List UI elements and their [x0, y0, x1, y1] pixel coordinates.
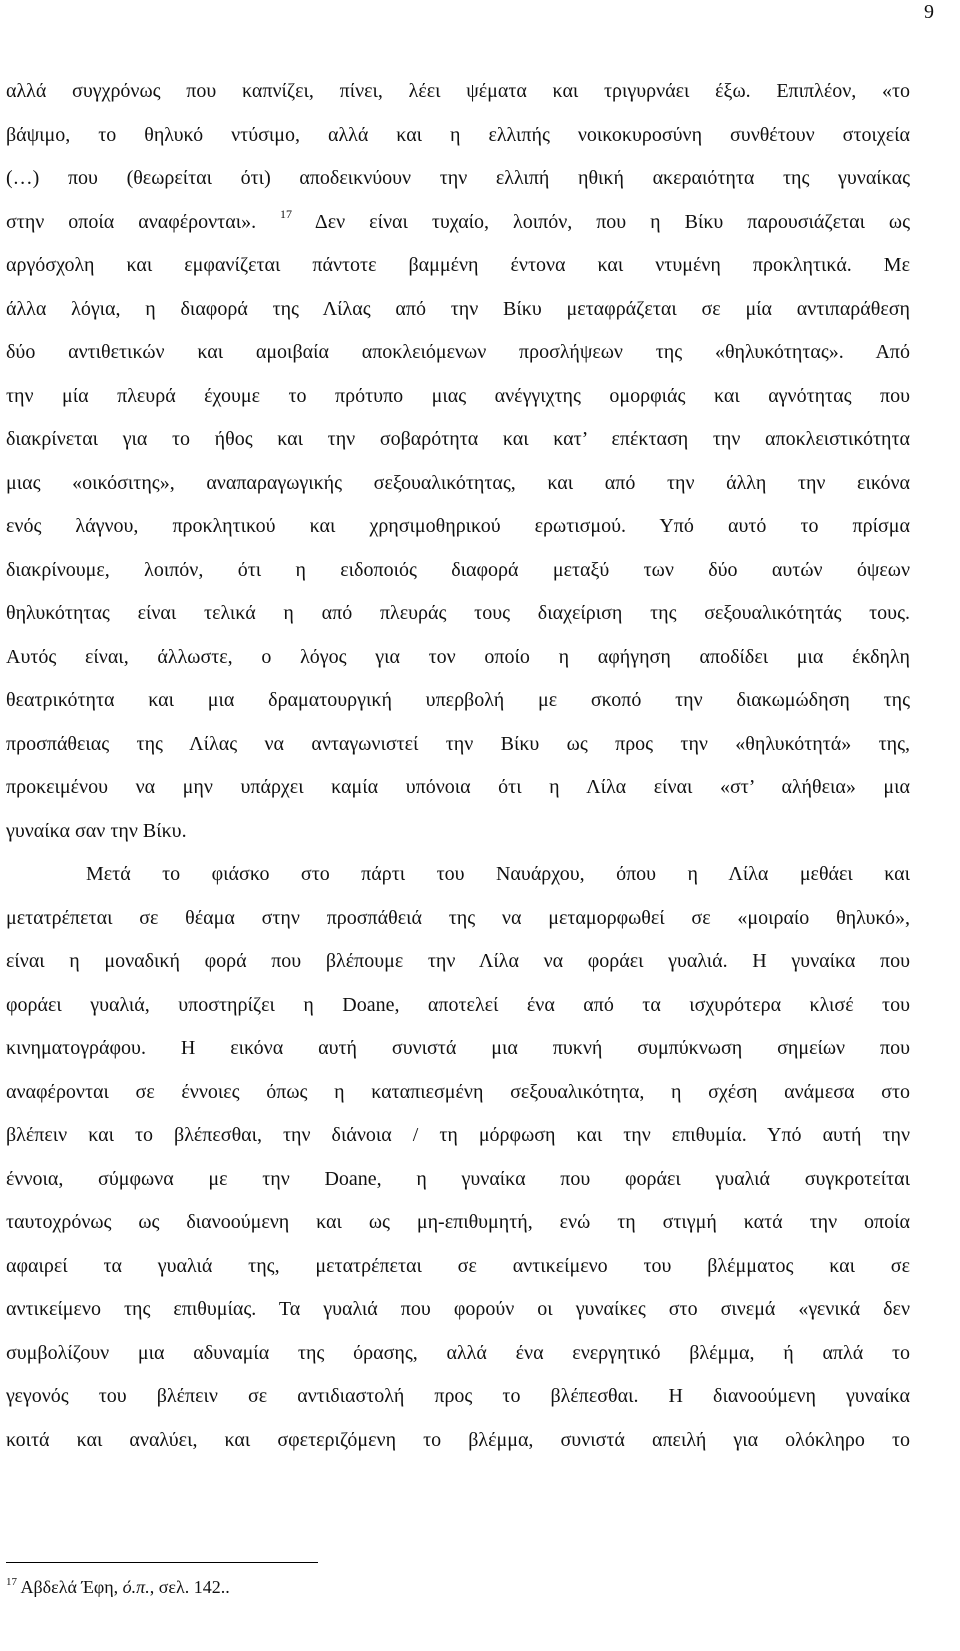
- text-line: μετατρέπεται σε θέαμα στην προσπάθειά της να μεταμορφωθεί σε «μοιραίο θηλυκό»,: [6, 906, 910, 929]
- paragraph-end-line: γυναίκα σαν την Βίκυ.: [6, 819, 187, 842]
- footnote-marker: 17: [6, 1576, 17, 1588]
- text-line: ενός λάγνου, προκλητικού και χρησιμοθηρικού ερωτισμού. Υπό αυτό το πρίσμα: [6, 515, 910, 537]
- text-line: βάψιμο, το θηλυκό ντύσιμο, αλλά και η ελλιπής νοικοκυροσύνη συνθέτουν στοιχεία: [6, 123, 910, 146]
- footnote: [6, 1575, 230, 1599]
- text-line: ταυτοχρόνως ως διανοούμενη και ως μη-επιθυμητή, ενώ τη στιγμή κατά την οποία: [6, 1211, 910, 1233]
- text-line-with-footnote-ref: [6, 201, 910, 245]
- text-line: είναι η μοναδική φορά που βλέπουμε την Λίλα να φοράει γυαλιά. Η γυναίκα που: [6, 950, 910, 972]
- footnote-reference: 17: [280, 206, 293, 221]
- text-line: θεατρικότητα και μια δραματουργική υπερβολή με σκοπό την διακωμώδηση της: [6, 689, 910, 711]
- text-line: αντικείμενο της επιθυμίας. Τα γυαλιά που φορούν οι γυναίκες στο σινεμά «γενικά δεν: [6, 1298, 910, 1320]
- text-line: δύο αντιθετικών και αμοιβαία αποκλειόμενων προσλήψεων της «θηλυκότητας». Από: [6, 341, 910, 363]
- text-line: αλλά συγχρόνως που καπνίζει, πίνει, λέει ψέματα και τριγυρνάει έξω. Επιπλέον, «το: [6, 80, 910, 102]
- text-line: Αυτός είναι, άλλωστε, ο λόγος για τον οποίο η αφήγηση αποδίδει μια έκδηλη: [6, 645, 910, 668]
- text-line: θηλυκότητας είναι τελικά η από πλευράς τους διαχείριση της σεξουαλικότητάς τους.: [6, 602, 910, 624]
- text-segment: στην οποία αναφέρονται».: [6, 210, 257, 233]
- text-line: διακρίνεται για το ήθος και την σοβαρότητα και κατ’ επέκταση την αποκλειστικότητα: [6, 428, 910, 450]
- footnote-op-cit: ό.π.: [122, 1577, 150, 1597]
- body-text: [6, 70, 910, 1462]
- footnote-author: Αβδελά Έφη,: [20, 1577, 119, 1597]
- page-number: 9: [924, 1, 934, 23]
- text-line: αναφέρονται σε έννοιες όπως η καταπιεσμένη σεξουαλικότητα, η σχέση ανάμεσα στο: [6, 1080, 910, 1103]
- text-line: προσπάθειας της Λίλας να ανταγωνιστεί την Βίκυ ως προς την «θηλυκότητά» της,: [6, 732, 910, 755]
- text-line: αφαιρεί τα γυαλιά της, μετατρέπεται σε αντικείμενο του βλέμματος και σε: [6, 1254, 910, 1277]
- text-line: μιας «οικόσιτης», αναπαραγωγικής σεξουαλικότητας, και από την άλλη την εικόνα: [6, 471, 910, 494]
- text-line: φοράει γυαλιά, υποστηρίζει η Doane, αποτελεί ένα από τα ισχυρότερα κλισέ του: [6, 993, 910, 1016]
- footnote-separator: [6, 1562, 318, 1563]
- text-line: γεγονός του βλέπειν σε αντιδιαστολή προς το βλέπεσθαι. Η διανοούμενη γυναίκα: [6, 1385, 910, 1407]
- text-line: προκειμένου να μην υπάρχει καμία υπόνοια ότι η Λίλα είναι «στ’ αλήθεια» μια: [6, 776, 910, 798]
- text-line: βλέπειν και το βλέπεσθαι, την διάνοια / τη μόρφωση και την επιθυμία. Υπό αυτή την: [6, 1124, 910, 1146]
- text-line: κινηματογράφου. Η εικόνα αυτή συνιστά μια πυκνή συμπύκνωση σημείων που: [6, 1037, 910, 1059]
- text-line: (…) που (θεωρείται ότι) αποδεικνύουν την ελλιπή ηθική ακεραιότητα της γυναίκας: [6, 167, 910, 189]
- text-line: έννοια, σύμφωνα με την Doane, η γυναίκα που φοράει γυαλιά συγκροτείται: [6, 1167, 910, 1190]
- text-line: άλλα λόγια, η διαφορά της Λίλας από την Βίκυ μεταφράζεται σε μία αντιπαράθεση: [6, 297, 910, 320]
- footnote-page: , σελ. 142..: [149, 1577, 230, 1597]
- text-line: συμβολίζουν μια αδυναμία της όρασης, αλλά ένα ενεργητικό βλέμμα, ή απλά το: [6, 1341, 910, 1364]
- text-line: κοιτά και αναλύει, και σφετεριζόμενη το βλέμμα, συνιστά απειλή για ολόκληρο το: [6, 1428, 910, 1451]
- text-line: αργόσχολη και εμφανίζεται πάντοτε βαμμένη έντονα και ντυμένη προκλητικά. Με: [6, 254, 910, 276]
- paragraph-start-line: Μετά το φιάσκο στο πάρτι του Ναυάρχου, όπου η Λίλα μεθάει και: [86, 863, 910, 885]
- text-segment: Δεν είναι τυχαίο, λοιπόν, που η Βίκυ παρουσιάζεται ως: [292, 210, 910, 233]
- text-line: διακρίνουμε, λοιπόν, ότι η ειδοποιός διαφορά μεταξύ των δύο αυτών όψεων: [6, 558, 910, 581]
- text-line: την μία πλευρά έχουμε το πρότυπο μιας ανέγγιχτης ομορφιάς και αγνότητας που: [6, 384, 910, 407]
